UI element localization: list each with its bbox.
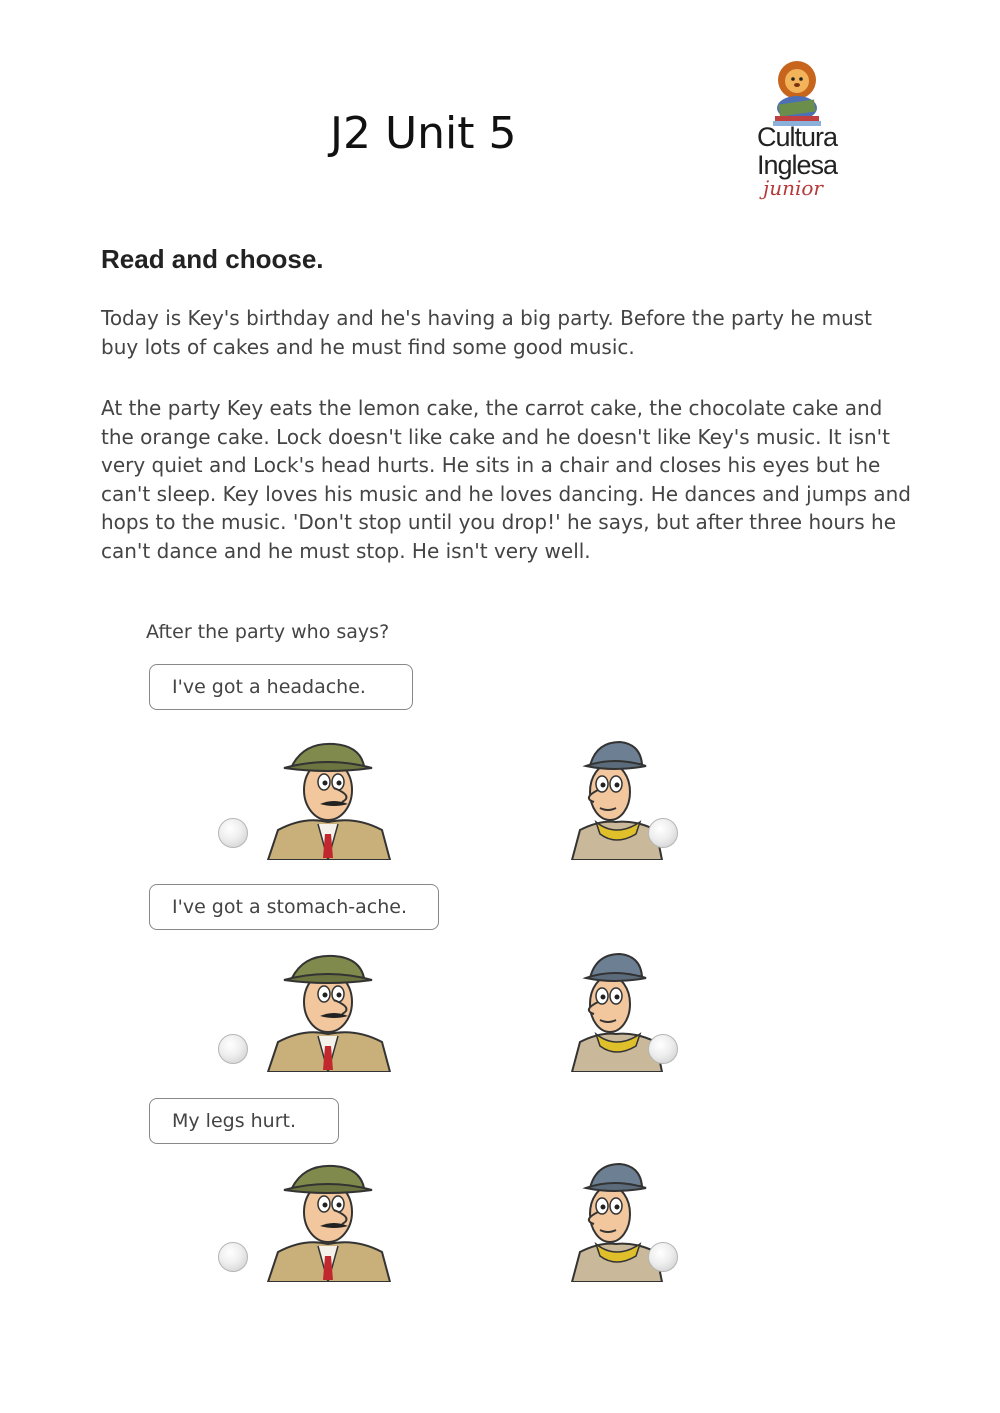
logo-text-junior: junior: [763, 176, 823, 200]
lock-answer-radio-2[interactable]: [218, 1034, 248, 1064]
logo-text-inglesa: Inglesa: [757, 150, 838, 180]
speech-bubble-text: My legs hurt.: [172, 1110, 297, 1132]
key-answer-radio-2[interactable]: [648, 1034, 678, 1064]
lock-answer-radio-3[interactable]: [218, 1242, 248, 1272]
lock-character-image: [264, 738, 392, 860]
key-answer-radio-1[interactable]: [648, 818, 678, 848]
lock-answer-radio-1[interactable]: [218, 818, 248, 848]
speech-bubble-text: I've got a stomach-ache.: [172, 896, 407, 918]
speech-bubble-2: [149, 884, 439, 930]
key-answer-radio-3[interactable]: [648, 1242, 678, 1272]
logo-text-cultura: Cultura: [757, 122, 838, 152]
lock-character-image: [264, 1160, 392, 1282]
speech-bubble-1: [149, 664, 413, 710]
lock-character-image: [264, 950, 392, 1072]
speech-bubble-3: [149, 1098, 339, 1144]
story-paragraph-1: Today is Key's birthday and he's having a big party. Before the party he must buy lots of cakes and he must find some good music.: [101, 306, 873, 359]
cultura-inglesa-logo: [745, 58, 855, 208]
story-paragraph-2: At the party Key eats the lemon cake, the carrot cake, the chocolate cake and the orange cake. Lock doesn't like cake and he doesn't like Key's music. It isn't very quiet and Lock's head hurts. He sits in a chair and closes his eyes but he can't sleep. Key loves his music and he loves dancing. He dances and jumps and hops to the music. 'Don't stop until you drop!' he says, but after three hours he can't dance and he must stop. He isn't very well.: [101, 396, 911, 563]
page-title: J2 Unit 5: [330, 108, 517, 159]
lion-mascot-icon: [745, 58, 855, 128]
exercise-heading: Read and choose.: [101, 244, 324, 274]
speech-bubble-text: I've got a headache.: [172, 676, 366, 698]
question-text: After the party who says?: [146, 621, 390, 643]
